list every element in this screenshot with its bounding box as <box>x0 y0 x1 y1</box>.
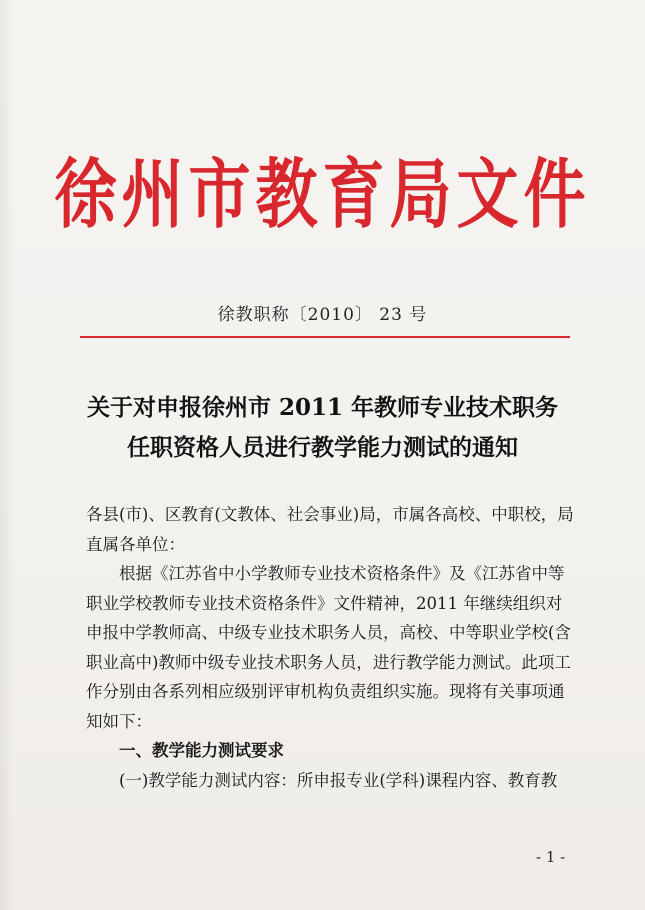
section-heading-1: 一、教学能力测试要求 <box>119 741 284 760</box>
document-header-title: 徐州市教育局文件 <box>54 149 591 239</box>
notice-title <box>0 388 645 468</box>
notice-title-line-2: 任职资格人员进行教学能力测试的通知 <box>127 434 518 461</box>
salutation-paragraph: 各县(市)、区教育(文教体、社会事业)局，市属各高校、中职校，局直属各单位： <box>86 505 574 554</box>
page-number: - 1 - <box>536 848 566 866</box>
document-number: 徐教职称〔2010〕 23 号 <box>217 305 428 325</box>
section-item-1: (一)教学能力测试内容：所申报专业(学科)课程内容、教育教 <box>119 770 558 790</box>
red-divider-line <box>80 336 570 338</box>
body-paragraph-1: 根据《江苏省中小学教师专业技术资格条件》及《江苏省中等职业学校教师专业技术资格条件》文件精神，2011 年继续组织对申报中学教师高、中级专业技术职务人员，高校、中等职业学校(含职业高中)教师中级专业技术职务人员，进行教学能力测试。此项工作分别由各系列相应级别评审机构负责组织实施。现将有关事项通知如下： <box>86 564 571 731</box>
notice-title-line-1: 关于对申报徐州市 2011 年教师专业技术职务 <box>86 394 559 421</box>
notice-body <box>86 500 576 795</box>
